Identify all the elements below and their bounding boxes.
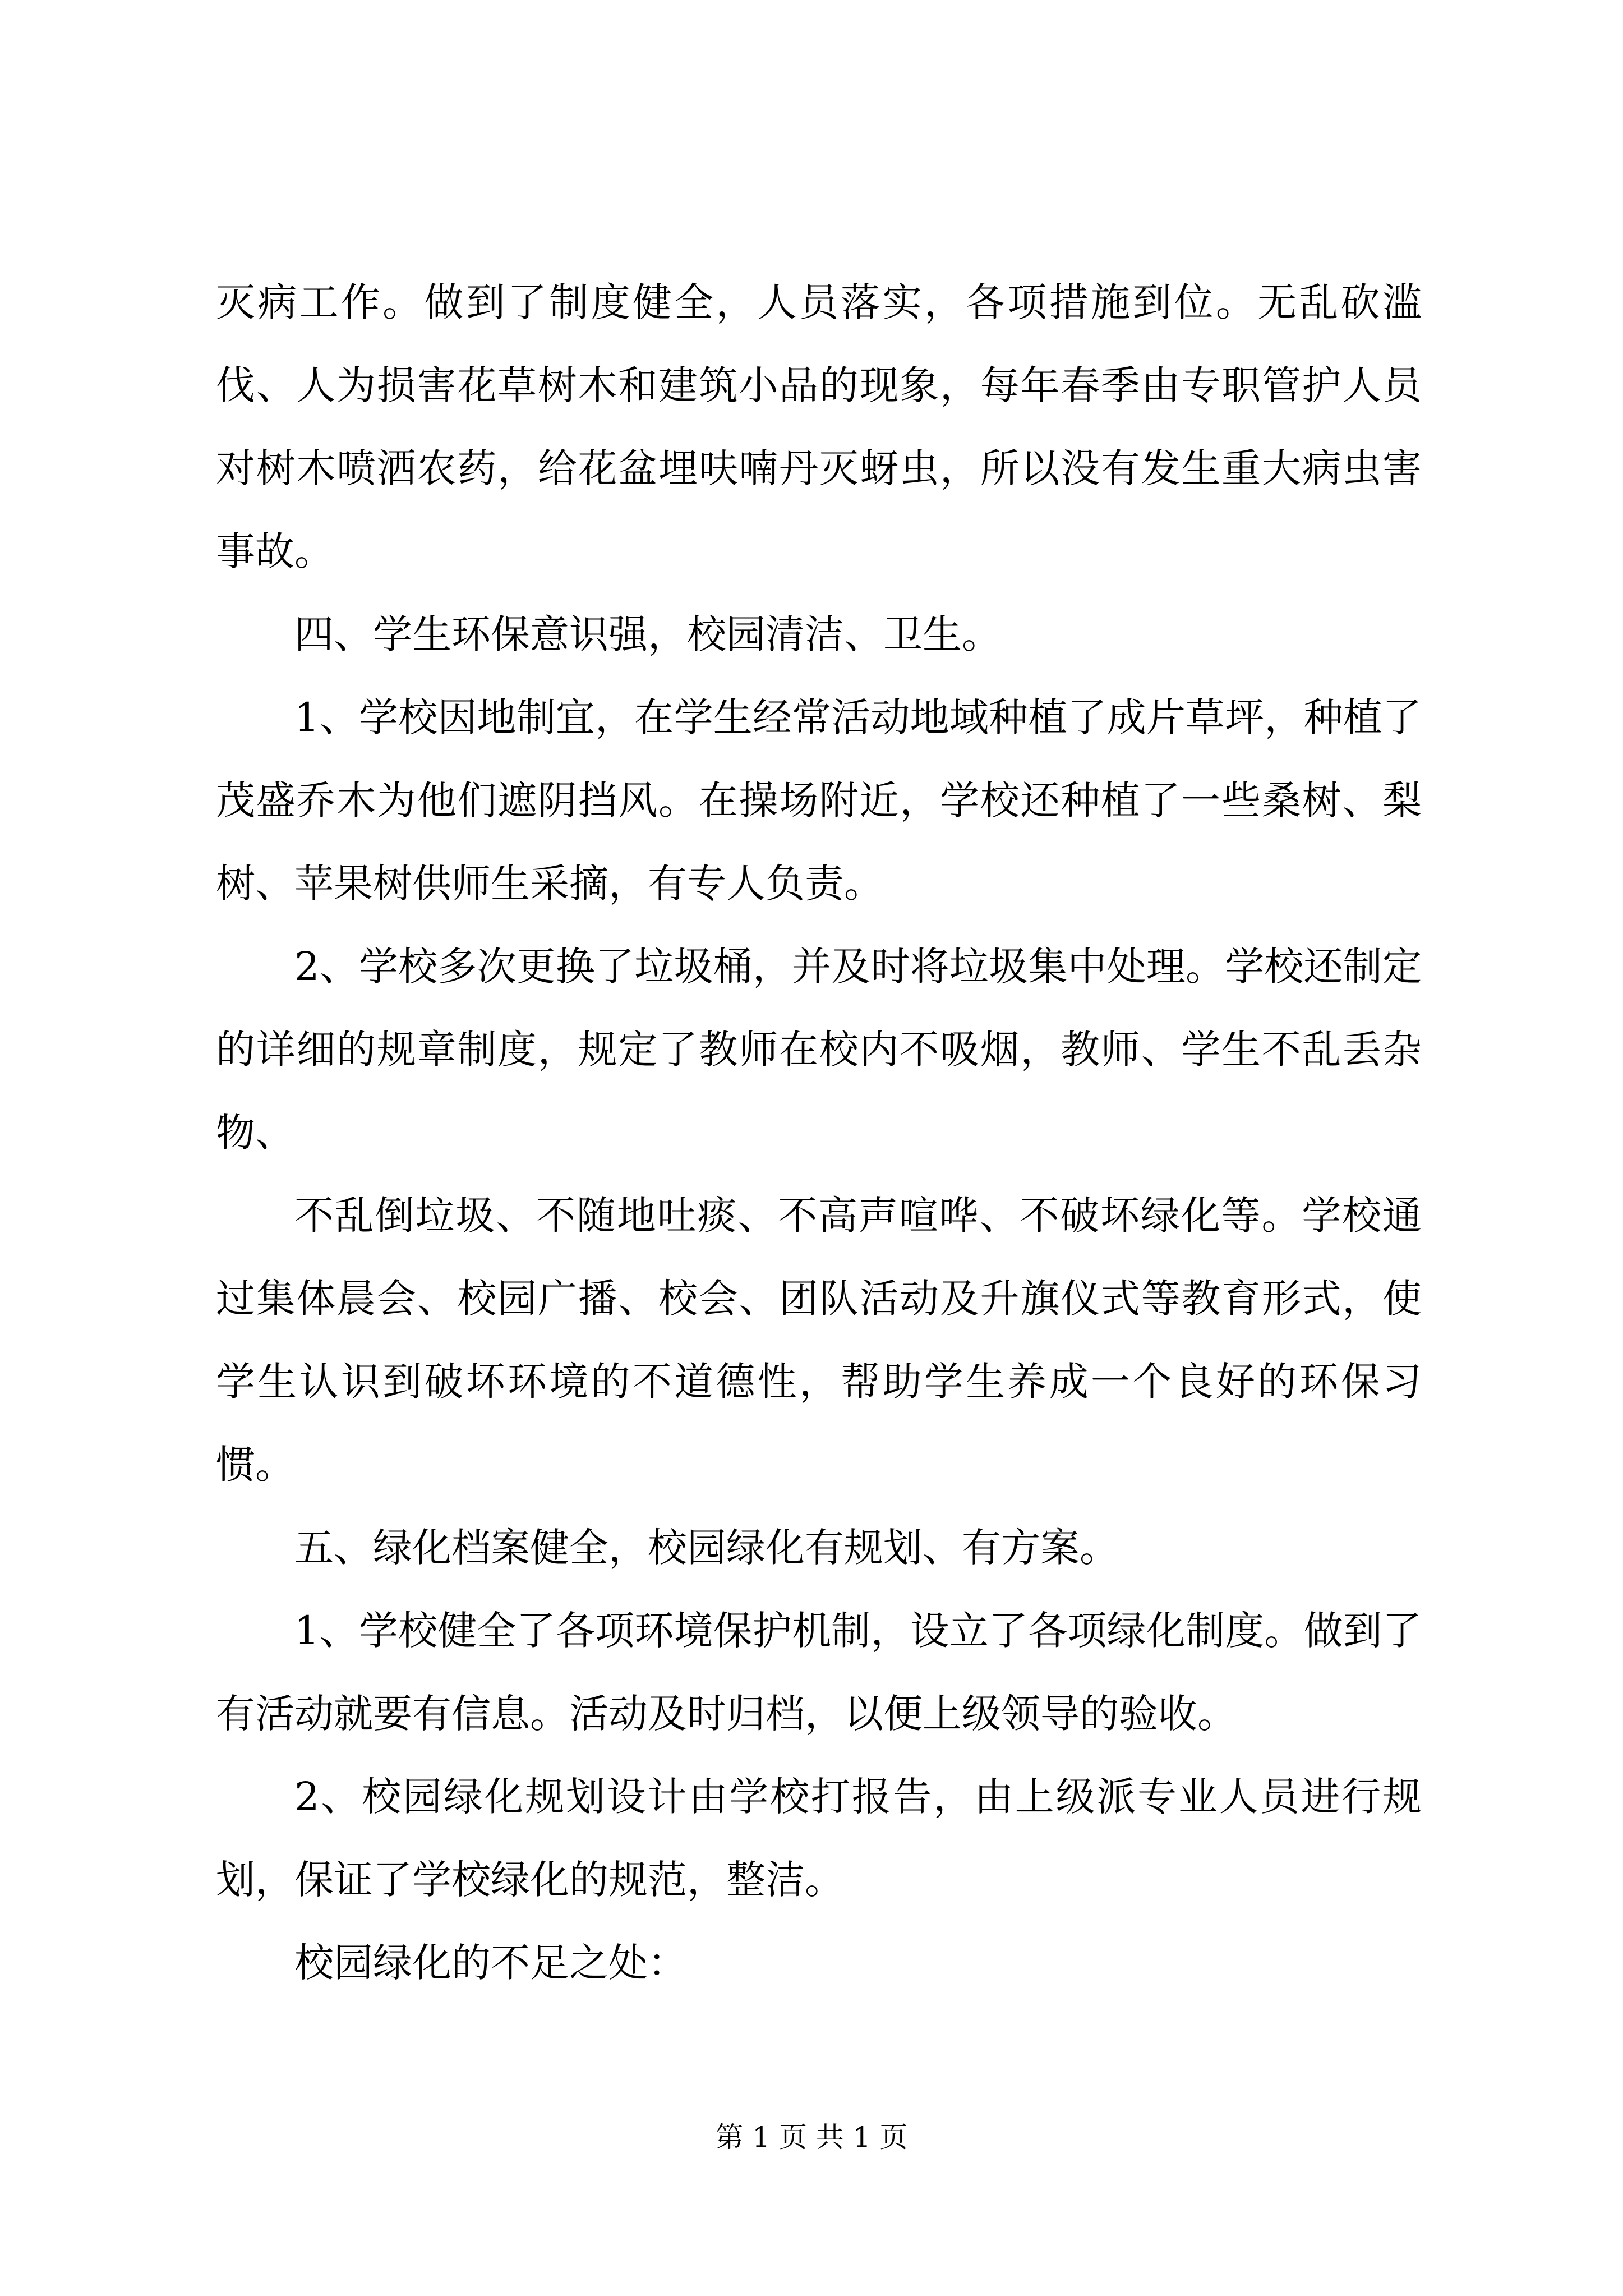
paragraph-5: 不乱倒垃圾、不随地吐痰、不高声喧哗、不破坏绿化等。学校通过集体晨会、校园广播、校会、团队活动及升旗仪式等教育形式，使学生认识到破坏环境的不道德性，帮助学生养成一个良好的环保习惯。 [216, 1193, 1422, 1488]
paragraph-2-heading: 四、学生环保意识强，校园清洁、卫生。 [294, 611, 1001, 657]
paragraph-4: 2、学校多次更换了垃圾桶，并及时将垃圾集中处理。学校还制定的详细的规章制度，规定了教师在校内不吸烟，教师、学生不乱丢杂物、 [216, 944, 1422, 1156]
paragraph-7: 1、学校健全了各项环境保护机制，设立了各项绿化制度。做到了有活动就要有信息。活动及时归档，以便上级领导的验收。 [216, 1608, 1422, 1737]
paragraph-1: 灭病工作。做到了制度健全，人员落实，各项措施到位。无乱砍滥伐、人为损害花草树木和建筑小品的现象，每年春季由专职管护人员对树木喷洒农药，给花盆埋呋喃丹灭蚜虫，所以没有发生重大病虫害事故。 [216, 279, 1422, 574]
page-footer: 第 1 页 共 1 页 [715, 2121, 908, 2154]
paragraph-3: 1、学校因地制宜，在学生经常活动地域种植了成片草坪，种植了茂盛乔木为他们遮阴挡风。在操场附近，学校还种植了一些桑树、梨树、苹果树供师生采摘，有专人负责。 [216, 694, 1422, 907]
body-text [216, 261, 1422, 2004]
paragraph-9: 校园绿化的不足之处： [294, 1940, 687, 1986]
paragraph-8: 2、校园绿化规划设计由学校打报告，由上级派专业人员进行规划，保证了学校绿化的规范，整洁。 [216, 1774, 1422, 1903]
paragraph-6-heading: 五、绿化档案健全，校园绿化有规划、有方案。 [294, 1525, 1119, 1571]
